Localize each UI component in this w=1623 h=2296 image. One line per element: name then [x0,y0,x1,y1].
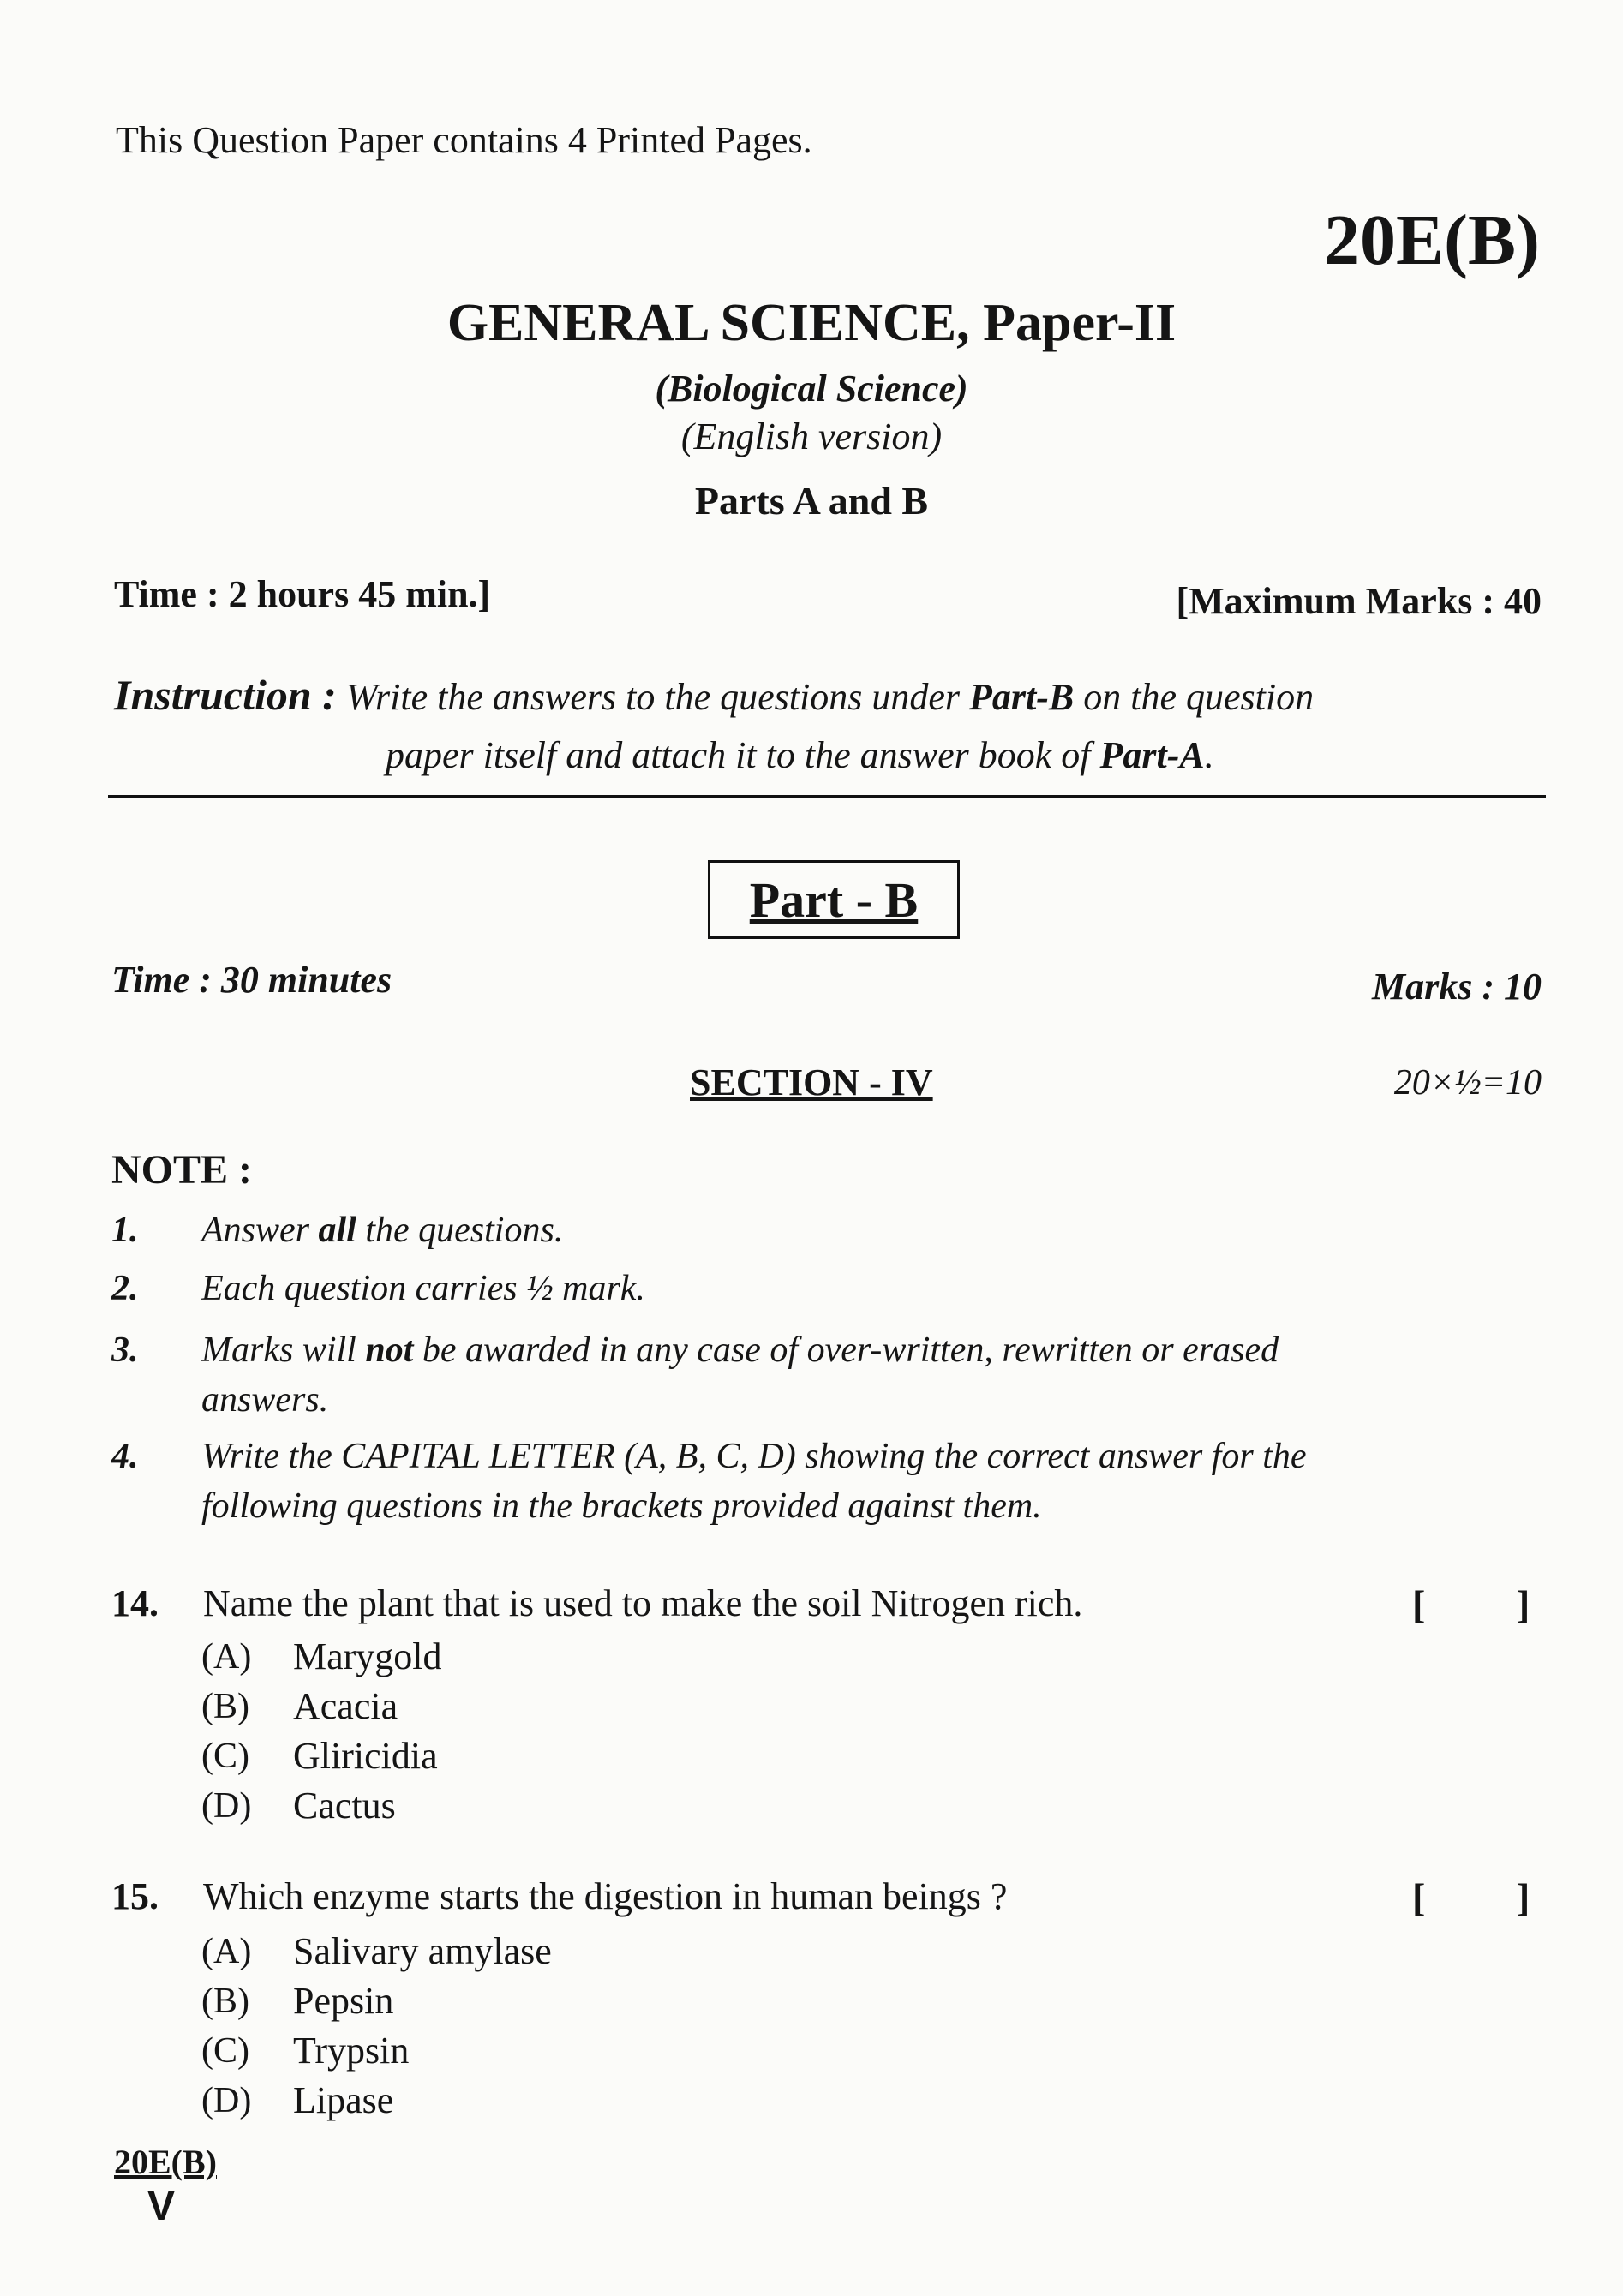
option-text: Lipase [293,2079,394,2121]
option-letter: (C) [201,2031,249,2071]
note-text: the questions. [356,1211,564,1250]
option-text: Trypsin [293,2030,410,2072]
note-number: 4. [111,1437,139,1476]
instruction-line2-end: . [1204,734,1214,776]
answer-bracket-close[interactable]: ] [1517,1875,1530,1919]
option-letter: (A) [201,1637,252,1677]
note-item-continued: answers. [201,1380,329,1420]
note-item [201,1330,1279,1371]
option-letter: (C) [201,1737,249,1776]
option-letter: (A) [201,1932,252,1971]
answer-bracket-open[interactable]: [ [1412,1875,1426,1919]
part-b-marks: Marks : 10 [1371,966,1542,1007]
pages-note: This Question Paper contains 4 Printed Pages. [116,119,812,161]
note-text: Marks will [201,1330,366,1370]
answer-bracket-close[interactable]: ] [1517,1582,1530,1626]
question-text: Name the plant that is used to make the soil Nitrogen rich. [203,1582,1083,1624]
note-item: Write the CAPITAL LETTER (A, B, C, D) showing the correct answer for the [201,1437,1307,1476]
option-text: Marygold [293,1635,442,1677]
option-text: Gliricidia [293,1735,438,1777]
paper-code: 20E(B) [1324,200,1540,280]
instruction-text-b: on the question [1074,676,1315,718]
note-item [201,1210,563,1251]
instruction-part-a: Part-A [1099,734,1205,776]
section-marks: 20×½=10 [1393,1063,1542,1103]
option-letter: (D) [201,2081,252,2120]
question-number: 14. [111,1582,159,1624]
divider-rule [108,795,1546,798]
option-letter: (D) [201,1786,252,1826]
instruction-text-a: Write the answers to the questions under [336,676,970,718]
note-text: be awarded in any case of over-written, rewritten or erased [413,1330,1279,1370]
paper-subtitle: (Biological Science) [655,368,968,410]
option-text: Pepsin [293,1980,394,2022]
note-emphasis: all [318,1211,356,1250]
note-number: 1. [111,1211,139,1250]
note-number: 2. [111,1269,139,1308]
part-b-time: Time : 30 minutes [111,959,392,1001]
section-heading: SECTION - IV [690,1061,933,1103]
option-text: Salivary amylase [293,1930,552,1972]
option-text: Cactus [293,1785,396,1827]
note-number: 3. [111,1330,139,1370]
paper-parts: Parts A and B [694,479,929,523]
maximum-marks: [Maximum Marks : 40 [1176,580,1542,622]
part-b-heading: Part - B [708,860,960,939]
note-emphasis: not [365,1330,414,1370]
note-text: Answer [201,1211,319,1250]
option-letter: (B) [201,1982,249,2021]
instruction-line-1 [114,670,1314,720]
question-number: 15. [111,1875,159,1917]
note-item-continued: following questions in the brackets provided against them. [201,1486,1042,1526]
instruction-line2-text: paper itself and attach it to the answer book of [386,734,1100,776]
option-letter: (B) [201,1687,249,1726]
instruction-part-b: Part-B [969,676,1075,718]
instruction-line-2 [386,733,1214,777]
note-item: Each question carries ½ mark. [201,1269,645,1308]
answer-bracket-open[interactable]: [ [1412,1582,1426,1626]
note-heading: NOTE : [111,1147,253,1193]
instruction-label: Instruction : [114,671,337,719]
question-text: Which enzyme starts the digestion in human beings ? [203,1875,1008,1917]
option-text: Acacia [293,1685,398,1727]
total-time: Time : 2 hours 45 min.] [114,573,491,615]
paper-version: (English version) [680,416,943,457]
footer-series-mark: V [147,2184,176,2229]
footer-paper-code: 20E(B) [114,2143,217,2181]
paper-title: GENERAL SCIENCE, Paper-II [446,294,1177,352]
